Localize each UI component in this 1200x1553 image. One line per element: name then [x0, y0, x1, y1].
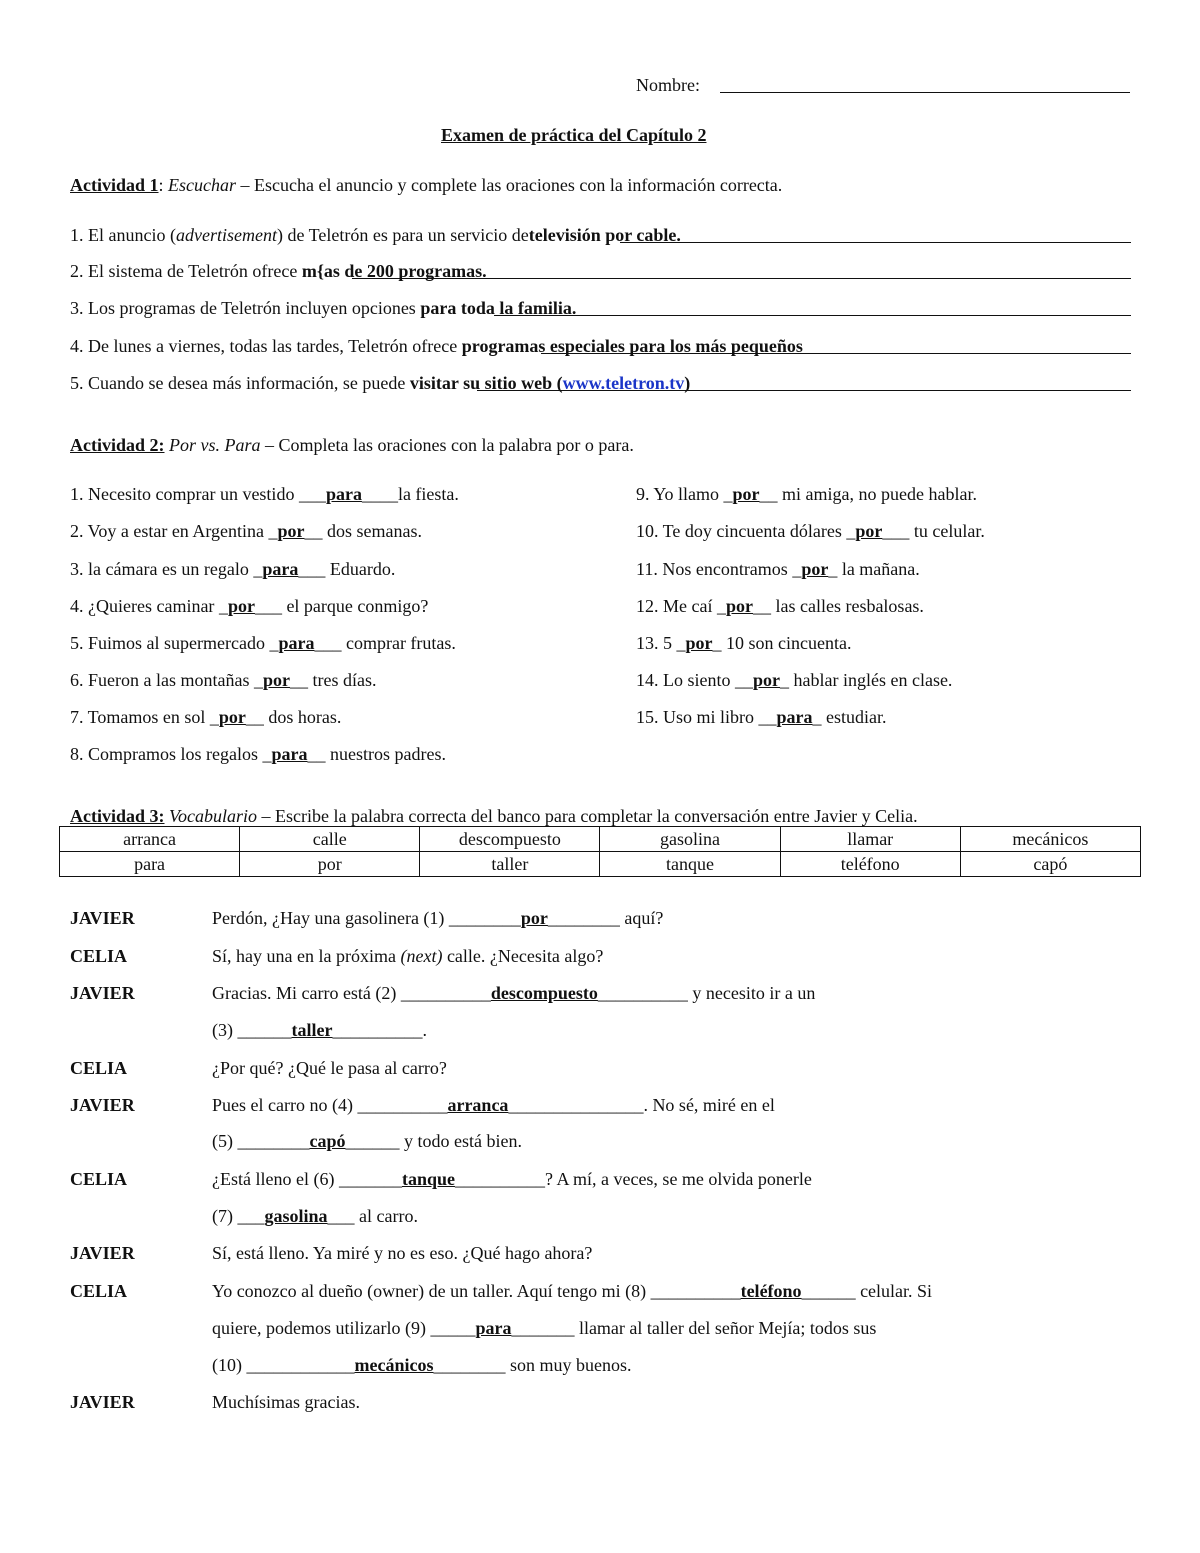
act2-item-14: 14. Lo siento __por_ hablar inglés en clase.	[636, 670, 953, 690]
word-bank-cell: calle	[240, 827, 420, 852]
act3-topic: Vocabulario	[169, 806, 257, 826]
word-bank-cell: llamar	[780, 827, 960, 852]
dialogue-line-5: ¿Por qué? ¿Qué le pasa al carro?	[212, 1058, 447, 1078]
dialogue-line-9: (7) ___gasolina___ al carro.	[212, 1206, 418, 1226]
act2-item-10: 10. Te doy cincuenta dólares _por___ tu celular.	[636, 521, 985, 541]
speaker-celia: CELIA	[70, 1169, 128, 1189]
dialogue-line-8: ¿Está lleno el (6) _______tanque__________? A mí, a veces, se me olvida ponerle	[212, 1169, 812, 1189]
act2-item-5: 5. Fuimos al supermercado _para___ comprar frutas.	[70, 633, 456, 653]
word-bank	[59, 826, 1141, 877]
word-bank-cell: por	[240, 852, 420, 877]
answer-line-4	[541, 353, 1131, 354]
dialogue-line-7: (5) ________capó______ y todo está bien.	[212, 1131, 522, 1151]
act1-heading-line	[70, 174, 782, 196]
speaker-celia: CELIA	[70, 946, 128, 966]
word-bank-cell: taller	[420, 852, 600, 877]
answer-line-5	[477, 390, 1131, 391]
word-bank-cell: para	[60, 852, 240, 877]
dialogue-line-2: Sí, hay una en la próxima (next) calle. ¿Necesita algo?	[212, 946, 604, 966]
word-bank-cell: teléfono	[780, 852, 960, 877]
act1-answer-4: programas especiales para los más pequeños	[461, 336, 803, 356]
act3-instruction: – Escribe la palabra correcta del banco para completar la conversación entre Javier y Celia.	[257, 806, 918, 826]
act1-item-5: 5. Cuando se desea más información, se puede visitar su sitio web (www.teletron.tv)	[70, 373, 691, 393]
dialogue-line-12: quiere, podemos utilizarlo (9) _____para_______ llamar al taller del señor Mejía; todos sus	[212, 1318, 877, 1338]
act1-instruction: – Escucha el anuncio y complete las oraciones con la información correcta.	[236, 175, 783, 195]
act2-item-8: 8. Compramos los regalos _para__ nuestros padres.	[70, 744, 446, 764]
word-bank-cell: arranca	[60, 827, 240, 852]
dialogue-line-13: (10) ____________mecánicos________ son muy buenos.	[212, 1355, 632, 1375]
act1-answer-3: para toda la familia.	[420, 298, 577, 318]
act1-item-1: 1. El anuncio (advertisement) de Teletrón es para un servicio detelevisión por cable.	[70, 225, 681, 245]
speaker-celia: CELIA	[70, 1281, 128, 1301]
act1-answer-1: televisión por cable.	[528, 225, 681, 245]
act2-item-15: 15. Uso mi libro __para_ estudiar.	[636, 707, 887, 727]
dialogue-line-3: Gracias. Mi carro está (2) __________descompuesto__________ y necesito ir a un	[212, 983, 816, 1003]
act2-item-7: 7. Tomamos en sol _por__ dos horas.	[70, 707, 342, 727]
dialogue-line-4: (3) ______taller__________.	[212, 1020, 427, 1040]
answer-line-3	[494, 315, 1131, 316]
dialogue-line-11: Yo conozco al dueño (owner) de un taller. Aquí tengo mi (8) __________teléfono______ celular. Si	[212, 1281, 933, 1301]
name-line	[720, 92, 1130, 93]
act1-item-2: 2. El sistema de Teletrón ofrece m{as de 200 programas.	[70, 261, 487, 281]
act2-item-12: 12. Me caí _por__ las calles resbalosas.	[636, 596, 924, 616]
act2-item-6: 6. Fueron a las montañas _por__ tres días.	[70, 670, 377, 690]
answer-line-1	[620, 242, 1131, 243]
act2-instruction: – Completa las oraciones con la palabra por o para.	[260, 435, 634, 455]
speaker-javier: JAVIER	[70, 1243, 135, 1263]
act2-heading-line	[70, 434, 634, 456]
act2-item-4: 4. ¿Quieres caminar _por___ el parque conmigo?	[70, 596, 429, 616]
act2-item-1: 1. Necesito comprar un vestido ___para____la fiesta.	[70, 484, 459, 504]
word-bank-cell: descompuesto	[420, 827, 600, 852]
dialogue-line-6: Pues el carro no (4) __________arranca_______________. No sé, miré en el	[212, 1095, 775, 1115]
act3-heading-line	[70, 805, 918, 827]
word-bank-row-2	[60, 852, 1141, 877]
act1-topic: Escuchar	[168, 175, 237, 195]
speaker-javier: JAVIER	[70, 1392, 135, 1412]
act1-heading: Actividad 1	[70, 175, 159, 195]
act2-item-9: 9. Yo llamo _por__ mi amiga, no puede hablar.	[636, 484, 977, 504]
act2-item-11: 11. Nos encontramos _por_ la mañana.	[636, 559, 920, 579]
act2-heading: Actividad 2:	[70, 435, 165, 455]
dialogue-line-14: Muchísimas gracias.	[212, 1392, 360, 1412]
act1-answer-5: visitar su sitio web (	[409, 373, 563, 393]
teletron-link[interactable]: www.teletron.tv	[562, 373, 685, 393]
page-title: Examen de práctica del Capítulo 2	[441, 125, 707, 145]
act1-item-4: 4. De lunes a viernes, todas las tardes, Teletrón ofrece programas especiales para los más pequeños	[70, 336, 803, 356]
dialogue-line-1: Perdón, ¿Hay una gasolinera (1) ________por________ aquí?	[212, 908, 664, 928]
speaker-javier: JAVIER	[70, 908, 135, 928]
speaker-javier: JAVIER	[70, 983, 135, 1003]
act2-topic: Por vs. Para	[169, 435, 261, 455]
act2-item-2: 2. Voy a estar en Argentina _por__ dos semanas.	[70, 521, 422, 541]
speaker-celia: CELIA	[70, 1058, 128, 1078]
word-bank-cell: tanque	[600, 852, 780, 877]
answer-line-2	[352, 278, 1131, 279]
dialogue-line-10: Sí, está lleno. Ya miré y no es eso. ¿Qué hago ahora?	[212, 1243, 593, 1263]
act3-heading: Actividad 3:	[70, 806, 165, 826]
act2-item-13: 13. 5 _por_ 10 son cincuenta.	[636, 633, 852, 653]
act1-item-3: 3. Los programas de Teletrón incluyen opciones para toda la familia.	[70, 298, 577, 318]
act1-answer-2: m{as de 200 programas.	[301, 261, 487, 281]
word-bank-row-1	[60, 827, 1141, 852]
word-bank-cell: capó	[960, 852, 1140, 877]
act1-colon: :	[158, 175, 164, 195]
speaker-javier: JAVIER	[70, 1095, 135, 1115]
act2-item-3: 3. la cámara es un regalo _para___ Eduardo.	[70, 559, 396, 579]
name-label: Nombre:	[636, 75, 700, 95]
word-bank-cell: gasolina	[600, 827, 780, 852]
word-bank-cell: mecánicos	[960, 827, 1140, 852]
